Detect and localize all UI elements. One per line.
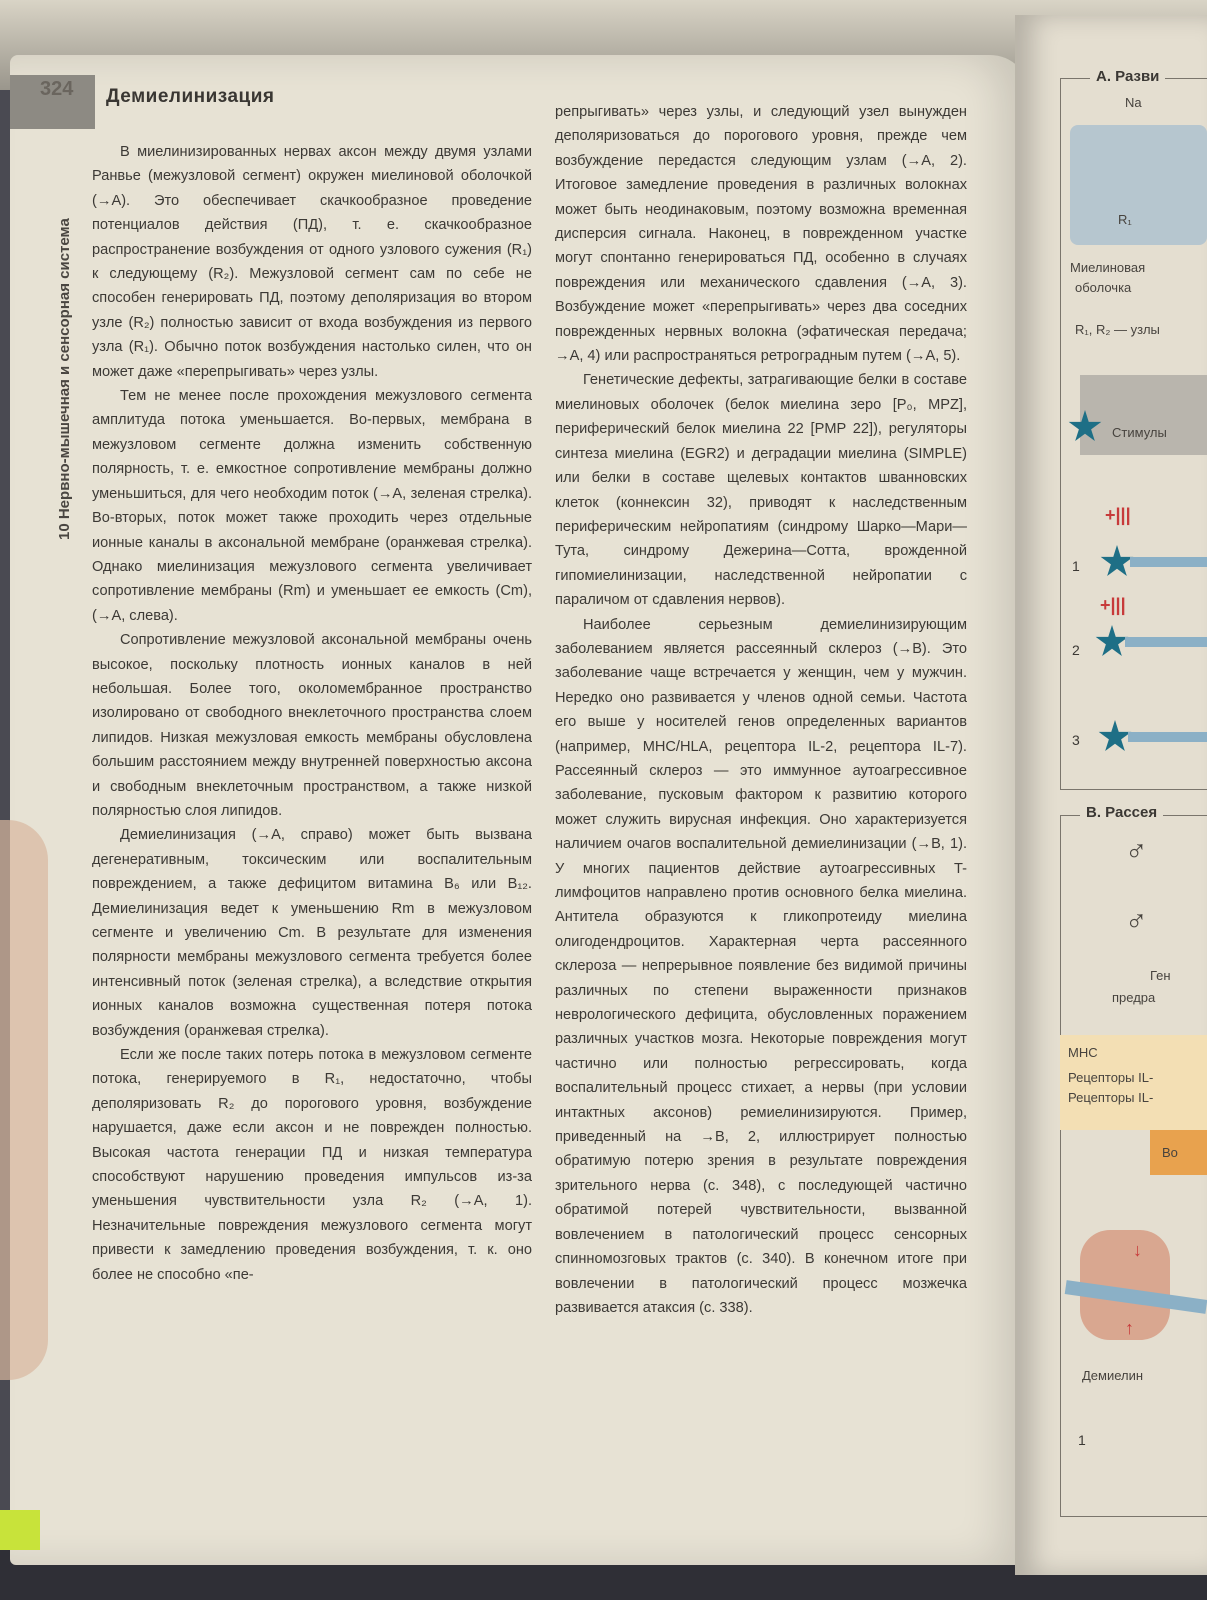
green-corner	[0, 1510, 40, 1550]
row-number: 1	[1072, 558, 1080, 574]
paragraph: Демиелинизация (→A, справо) может быть вызвана дегенеративным, токсическим или воспалительным повреждением, а также дефицитом витамина B₆ или B₁₂. Демиелинизация ведет к уменьшению Rm в межузловом сегменте и увеличению Cm. В результате для изменения полярности мембраны межузлового сегмента требуется более интенсивный поток (зеленая стрелка), а вследствие открытия ионных каналов возможна существенная потеря потока возбуждения (оранжевая стрелка).	[92, 827, 532, 1039]
paragraph: Наиболее серьезным демиелинизирующим заболеванием является рассеянный склероз (→B). Это заболевание чаще встречается у женщин, чем у мужчин. Нередко оно развивается у членов одной семьи. Частота его выше у носителей генов определенных вариантов (например, MHC/HLA, рецептора IL-2, рецептора IL-7). Рассеянный склероз — это иммунное аутоагрессивное заболевание, пусковым фактором к развитию которого может служить вирусная инфекция. Оно характеризуется наличием очагов воспалительной демиелинизации (→B, 1). У многих пациентов действие аутоагрессивных T-лимфоцитов направлено против основного белка миелина. Антитела образуются к гликопротеиду миелина олигодендроцитов. Характерная черта рассеянного склероза — непрерывное появление без видимой причины различных по степени выраженности признаков неврологического дефицита, обусловленных поражением различных участков мозга. Некоторые повреждения могут частично или полностью регрессировать, когда воспалительный процесс стихает, а нервы (при условии интактных аксонов) ремиелинизируются. Пример, приведенный на →B, 2, иллюстрирует полностью обратимую потерю зрения в результате повреждения зрительного нерва (с. 348), с последующей частично обратимой потерей чувствительности, вызванной вовлечением в патологический процесс сенсорных спинномозговых трактов (с. 340). В конечном итоге при вовлечении в патологический процесс мозжечка развивается атаксия (с. 338).	[555, 616, 967, 1316]
left-text-column	[92, 140, 532, 1287]
demyelination-label: Демиелин	[1082, 1368, 1144, 1383]
row-number: 3	[1072, 732, 1080, 748]
receptor-label: Рецепторы IL-	[1068, 1090, 1154, 1105]
myelin-label: оболочка	[1075, 280, 1132, 295]
paragraph: Тем не менее после прохождения межузлового сегмента амплитуда потока уменьшается. Во-первых, мембрана в межузловом сегменте должна изменить собственную полярность, т. е. емкостное сопротивление мембраны должно уменьшиться, для чего необходим поток (→A, зеленая стрелка). Во-вторых, поток может также проходить через отдельные ионные каналы в аксональной мембране (оранжевая стрелка). Однако миелинизация межузлового сегмента увеличивает сопротивление мембраны (Rm) и уменьшает ее емкость (Cm), (→A, слева).	[92, 388, 532, 624]
nodes-label: R₁, R₂ — узлы	[1075, 322, 1160, 337]
row-number: 2	[1072, 642, 1080, 658]
paragraph: репрыгивать» через узлы, и следующий узел вынужден деполяризоваться до порогового уровня, прежде чем возбуждение передастся следующим узлам (→A, 2). Итоговое замедление проведения в различных волокнах может быть неодинаковым, поэтому возможна временная дисперсия сигнала. Наконец, в поврежденном участке могут спонтанно генерироваться ПД, особенно в случаях повреждения или механического сдавления (→A, 3). Возбуждение может «перепрыгивать» через два соседних поврежденных нервных волокна (эфатическая передача; →A, 4) или распространяться ретроградным путем (→A, 5).	[555, 104, 967, 365]
row-number: 1	[1078, 1432, 1086, 1448]
orange-box	[1150, 1130, 1207, 1175]
predisposition-label: предра	[1112, 990, 1156, 1005]
gene-label: Ген	[1150, 968, 1171, 983]
up-arrow-icon: ↑	[1125, 1318, 1134, 1338]
thumb	[0, 820, 48, 1380]
axon	[1125, 637, 1207, 647]
node-illustration	[1070, 125, 1207, 245]
spike-marks: +|||	[1105, 505, 1131, 525]
male-symbol-icon: ♂	[1125, 835, 1148, 868]
spike-marks: +|||	[1100, 595, 1126, 615]
vo-label: Во	[1162, 1145, 1178, 1160]
paragraph: Генетические дефекты, затрагивающие белки в составе миелиновых оболочек (белок миелина зеро [P₀, MPZ], периферический белок миелина 22 [PMP 22]), регуляторы синтеза миелина (EGR2) и деградации миелина (SIMPLE) или белки в составе щелевых контактов шванновских клеток (коннексин 32), приводят к наследственным периферическим нейропатиям (синдрому Шарко—Мари—Тута, синдрому Дежерина—Сотта, врожденной гипомиелинизации, наследственной нейропатии с параличом от сдавления нервов).	[555, 372, 967, 609]
axon	[1128, 732, 1207, 742]
page-number: 324	[40, 78, 74, 100]
right-text-column	[555, 100, 967, 1320]
axon	[1130, 557, 1207, 567]
male-symbol-icon: ♂	[1125, 905, 1148, 938]
paragraph: Если же после таких потерь потока в межузловом сегменте потока, генерируемого в R₁, недостаточно, чтобы деполяризовать R₂ до порогового уровня, возбуждение нарушается, даже если аксон и не поврежден полностью. Высокая частота генерации ПД и низкая температура способствуют нарушению проведения импульсов из-за уменьшения чувствительности узла R₂ (→A, 1). Незначительные повреждения межузлового сегмента могут привести к замедлению проведения возбуждения, т. к. оно более не способно «пе-	[92, 1047, 532, 1283]
down-arrow-icon: ↓	[1133, 1240, 1142, 1260]
panel-b-title: B. Рассея	[1080, 804, 1163, 821]
paragraph: Сопротивление межузловой аксональной мембраны очень высокое, поскольку плотность ионных каналов в ней небольшая. Более того, околомембранное пространство изолировано от свободного внеклеточного пространства слоем липидов. Низкая межузловая емкость мембраны обусловлена большим расстоянием между внутренней поверхностью аксона и свободным внеклеточным пространством, а также низкой полярностью слоя липидов.	[92, 632, 532, 819]
stimuli-box	[1080, 375, 1207, 455]
mhc-label: MHC	[1068, 1045, 1098, 1060]
na-label: Na	[1125, 95, 1142, 110]
stimuli-label: Стимулы	[1112, 425, 1167, 440]
paragraph: В миелинизированных нервах аксон между двумя узлами Ранвье (межузловой сегмент) окружен миелиновой оболочкой (→A). Это обеспечивает скачкообразное проведение потенциалов действия (ПД), т. е. скачкообразное распространение возбуждения от одного узлового сужения (R₁) к следующему (R₂). Межузловой сегмент сам по себе не способен генерировать ПД, поэтому деполяризация во втором узле (R₂) полностью зависит от входа возбуждения из первого узла (R₁). Обычно поток возбуждения настолько силен, что он может даже «перепрыгивать» через узлы.	[92, 144, 532, 380]
r1-label: R₁	[1118, 212, 1132, 227]
receptor-label: Рецепторы IL-	[1068, 1070, 1154, 1085]
panel-a-title: A. Разви	[1090, 68, 1165, 85]
myelin-label: Миелиновая	[1070, 260, 1146, 275]
chapter-side-label: 10 Нервно-мышечная и сенсорная система	[56, 218, 73, 540]
page-title: Демиелинизация	[106, 86, 275, 107]
